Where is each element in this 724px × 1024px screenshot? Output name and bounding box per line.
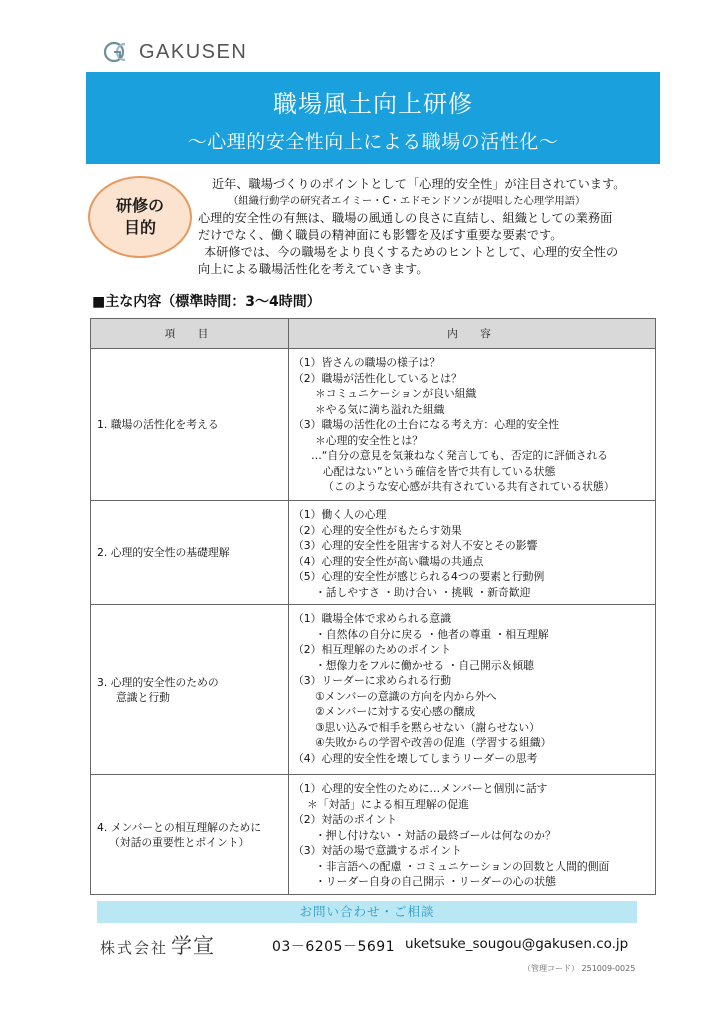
table-row xyxy=(91,775,656,895)
detail-line: ＊やる気に満ち溢れた組織 xyxy=(315,402,445,416)
detail-line: ・話しやすさ ・助け合い ・挑戦 ・新奇歓迎 xyxy=(315,585,531,599)
purpose-note: （組織行動学の研究者エイミー・C・エドモンドソンが提唱した心理学用語） xyxy=(228,195,586,207)
table-header-row xyxy=(91,319,656,349)
phone-number: 03－6205－5691 xyxy=(272,939,396,955)
item-label: 1. 職場の活性化を考える xyxy=(97,418,219,431)
table-row xyxy=(91,501,656,605)
detail-line: ③思い込みで相手を黙らせない（謝らせない） xyxy=(315,720,540,734)
table-row xyxy=(91,605,656,775)
detail-line: （1）心理的安全性のために…メンバーと個別に話す xyxy=(293,782,548,795)
detail-line: ＊心理的安全性とは？ xyxy=(315,433,423,447)
logo xyxy=(103,38,247,66)
detail-line: …“自分の意見を気兼ねなく発言しても、否定的に評価される xyxy=(311,449,609,462)
item-label: 2. 心理的安全性の基礎理解 xyxy=(97,546,230,559)
detail-line: ・自然体の自分に戻る ・他者の尊重 ・相互理解 xyxy=(315,627,549,641)
detail-line: （2）心理的安全性がもたらす効果 xyxy=(293,523,462,537)
detail-line: （5）心理的安全性が感じられる4つの要素と行動例 xyxy=(293,570,545,583)
purpose-badge-line1: 研修の xyxy=(115,196,164,215)
detail-line: （このような安心感が共有されている共有されている状態） xyxy=(323,480,615,493)
logo-text: GAKUSEN xyxy=(139,40,248,63)
company-prefix: 株式会社 xyxy=(100,939,169,957)
detail-line: 心配はない”という確信を皆で共有している状態 xyxy=(323,464,556,478)
detail-line: ・非言語への配慮 ・コミュニケーションの回数と人間的側面 xyxy=(315,859,610,873)
purpose-line: 心理的安全性の有無は、職場の風通しの良さに直結し、組織としての業務面 xyxy=(198,211,613,225)
detail-line: ＊コミュニケーションが良い組織 xyxy=(315,387,477,400)
detail-line: ②メンバーに対する安心感の醸成 xyxy=(315,705,476,718)
company-name xyxy=(100,930,215,958)
detail-line: （3）リーダーに求められる行動 xyxy=(293,674,452,687)
item-cell xyxy=(91,775,289,895)
item-label-line2: 意識と行動 xyxy=(116,690,170,704)
detail-line: ・想像力をフルに働かせる ・自己開示＆傾聴 xyxy=(315,658,534,672)
detail-line: ＊「対話」による相互理解の促進 xyxy=(307,797,469,811)
detail-line: （1）職場全体で求められる意識 xyxy=(293,612,452,625)
item-cell xyxy=(91,349,289,501)
detail-line: （4）心理的安全性が高い職場の共通点 xyxy=(293,554,484,568)
column-header-content: 内 容 xyxy=(289,319,656,349)
detail-line: ①メンバーの意識の方向を内から外へ xyxy=(315,689,497,703)
detail-line: （3）職場の活性化の土台になる考え方：心理的安全性 xyxy=(293,418,559,431)
purpose-badge-line2: 目的 xyxy=(123,218,156,237)
management-code: （管理コード） 251009-0025 xyxy=(523,964,636,973)
title-banner xyxy=(86,72,660,164)
item-label-line2: （対話の重要性とポイント） xyxy=(109,835,250,849)
email-address[interactable]: uketsuke_sougou@gakusen.co.jp xyxy=(405,936,629,952)
detail-line: （1）皆さんの職場の様子は？ xyxy=(293,356,441,369)
purpose-line: だけでなく、働く職員の精神面にも影響を及ぼす重要な要素です。 xyxy=(198,228,563,242)
detail-line: （2）対話のポイント xyxy=(293,813,398,826)
item-cell xyxy=(91,605,289,775)
detail-line: ・押し付けない ・対話の最終ゴールは何なのか？ xyxy=(315,828,556,842)
purpose-text xyxy=(198,176,668,278)
page-title: 職場風土向上研修 xyxy=(273,90,473,118)
table-row xyxy=(91,349,656,501)
detail-cell xyxy=(289,349,656,501)
detail-line: （1）働く人の心理 xyxy=(293,508,387,521)
detail-cell xyxy=(289,605,656,775)
purpose-line: 近年、職場づくりのポイントとして「心理的安全性」が注目されています。 xyxy=(212,177,626,191)
item-cell xyxy=(91,501,289,605)
purpose-badge xyxy=(88,176,192,258)
gakusen-logo-icon xyxy=(103,38,133,66)
detail-line: （2）相互理解のためのポイント xyxy=(293,643,452,656)
detail-line: （3）心理的安全性を阻害する対人不安とその影響 xyxy=(293,539,538,552)
item-label: 4. メンバーとの相互理解のために xyxy=(97,820,262,834)
company-brand: 学宣 xyxy=(171,934,216,958)
detail-cell xyxy=(289,501,656,605)
detail-line: ④失敗からの学習や改善の促進（学習する組織） xyxy=(315,736,552,749)
section-title: ■主な内容（標準時間：3～4時間） xyxy=(92,294,321,310)
detail-line: ・リーダー自身の自己開示 ・リーダーの心の状態 xyxy=(315,875,556,888)
column-header-item: 項 目 xyxy=(91,319,289,349)
detail-cell xyxy=(289,775,656,895)
detail-line: （3）対話の場で意識するポイント xyxy=(293,844,462,857)
detail-line: （2）職場が活性化しているとは？ xyxy=(293,371,462,385)
detail-line: （4）心理的安全性を壊してしまうリーダーの思考 xyxy=(293,751,538,765)
content-table xyxy=(90,318,656,895)
page-subtitle: ～心理的安全性向上による職場の活性化～ xyxy=(187,131,559,153)
purpose-line: 本研修では、今の職場をより良くするためのヒントとして、心理的安全性の xyxy=(204,245,619,259)
contact-bar: お問い合わせ・ご相談 xyxy=(97,901,637,923)
purpose-line: 向上による職場活性化を考えていきます。 xyxy=(198,262,429,276)
item-label: 3. 心理的安全性のための xyxy=(97,675,219,689)
